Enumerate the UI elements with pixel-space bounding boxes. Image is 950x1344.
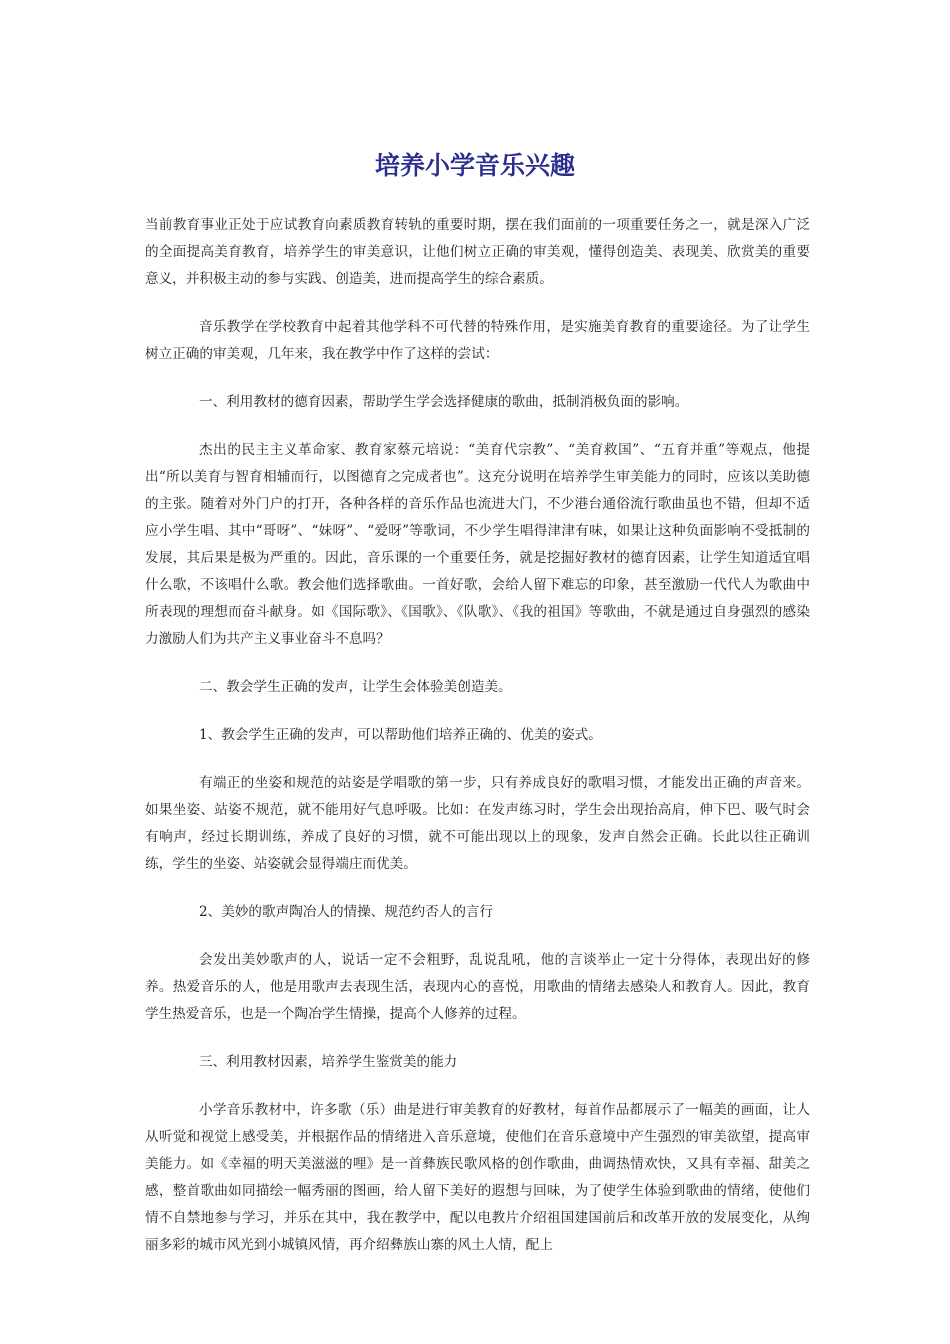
paragraph-cai-yuanpei: 杰出的民主主义革命家、教育家蔡元培说：“美育代宗教”、“美育救国”、“五育并重”等观点，他提出“所以美育与智育相辅而行，以图德育之完成者也”。这充分说明在培养学生审美能力的同时，应该以美助德的主张。随着对外门户的打开，各种各样的音乐作品也流进大门，不少港台通俗流行歌曲虽也不错，但却不适应小学生唱、其中“哥呀”、“妹呀”、“爱呀”等歌词，不少学生唱得津津有味，如果让这种负面影响不受抵制的发展，其后果是极为严重的。因此，音乐课的一个重要任务，就是挖掘好教材的德育因素，让学生知道适宜唱什么歌，不该唱什么歌。教会他们选择歌曲。一首好歌，会给人留下难忘的印象，甚至激励一代代人为歌曲中所表现的理想而奋斗献身。如《国际歌》、《国歌》、《队歌》、《我的祖国》等歌曲，不就是通过自身强烈的感染力激励人们为共产主义事业奋斗不息吗？: [145, 442, 810, 647]
document-body: [145, 212, 810, 1280]
subsection-heading-2-2: 2、美妙的歌声陶冶人的情操、规范约否人的言行: [199, 904, 494, 920]
paragraph-intro: 当前教育事业正处于应试教育向素质教育转轨的重要时期，摆在我们面前的一项重要任务之一，就是深入广泛的全面提高美育教育，培养学生的审美意识，让他们树立正确的审美观，懂得创造美、表现美、欣赏美的重要意义，并积极主动的参与实践、创造美，进而提高学生的综合素质。: [145, 217, 810, 287]
paragraph-music-teaching: 音乐教学在学校教育中起着其他学科不可代替的特殊作用，是实施美育教育的重要途径。为了让学生树立正确的审美观，几年来，我在教学中作了这样的尝试：: [145, 319, 810, 362]
paragraph-posture: 有端正的坐姿和规范的站姿是学唱歌的第一步，只有养成良好的歌唱习惯，才能发出正确的声音来。如果坐姿、站姿不规范，就不能用好气息呼吸。比如：在发声练习时，学生会出现抬高肩，伸下巴、吸气时会有响声，经过长期训练，养成了良好的习惯，就不可能出现以上的现象，发声自然会正确。长此以往正确训练，学生的坐姿、站姿就会显得端庄而优美。: [145, 775, 810, 872]
document-title: 培养小学音乐兴趣: [374, 151, 575, 180]
section-heading-2: 二、教会学生正确的发声，让学生会体验美创造美。: [199, 679, 512, 695]
subsection-heading-2-1: 1、教会学生正确的发声，可以帮助他们培养正确的、优美的姿式。: [199, 727, 602, 743]
paragraph-textbook: 小学音乐教材中，许多歌（乐）曲是进行审美教育的好教材，每首作品都展示了一幅美的画面，让人从听觉和视觉上感受美，并根据作品的情绪进入音乐意境，使他们在音乐意境中产生强烈的审美欲望，提高审美能力。如《幸福的明天美滋滋的哩》是一首彝族民歌风格的创作歌曲，曲调热情欢快，又具有幸福、甜美之感，整首歌曲如同描绘一幅秀丽的图画，给人留下美好的遐想与回味，为了使学生体验到歌曲的情绪，使他们情不自禁地参与学习，并乐在其中，我在教学中，配以电教片介绍祖国建国前后和改革开放的发展变化，从绚丽多彩的城市风光到小城镇风情，再介绍彝族山寨的风土人情，配上: [145, 1102, 810, 1253]
paragraph-singing-voice: 会发出美妙歌声的人，说话一定不会粗野，乱说乱吼，他的言谈举止一定十分得体，表现出好的修养。热爱音乐的人，他是用歌声去表现生活，表现内心的喜悦，用歌曲的情绪去感染人和教育人。因此，教育学生热爱音乐，也是一个陶冶学生情操，提高个人修养的过程。: [145, 952, 810, 1022]
section-heading-3: 三、利用教材因素，培养学生鉴赏美的能力: [199, 1054, 458, 1070]
section-heading-1: 一、利用教材的德育因素，帮助学生学会选择健康的歌曲，抵制消极负面的影响。: [199, 394, 689, 410]
